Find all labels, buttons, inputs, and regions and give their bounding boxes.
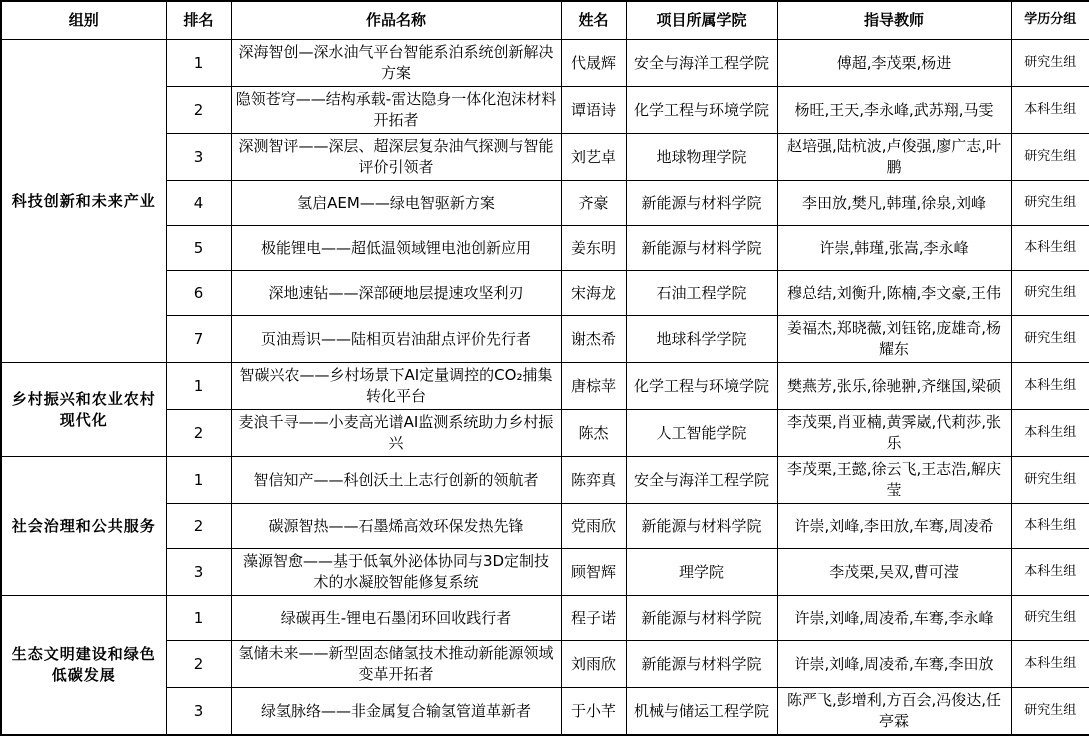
header-cell-college: 项目所属学院 [626,1,777,40]
rank-cell: 7 [166,316,231,363]
table-row [1,40,1089,87]
college-cell: 安全与海洋工程学院 [626,40,777,87]
college-cell: 新能源与材料学院 [626,596,777,641]
advisors-cell: 姜福杰,郑晓薇,刘钰铭,庞雄奇,杨耀东 [777,316,1011,363]
group-cell: 社会治理和公共服务 [1,457,166,596]
division-cell: 本科生组 [1011,641,1089,688]
division-cell: 本科生组 [1011,87,1089,134]
college-cell: 地球科学学院 [626,316,777,363]
table-row [1,596,1089,641]
table-row [1,363,1089,410]
table-row [1,457,1089,504]
work-cell: 麦浪千寻——小麦高光谱AI监测系统助力乡村振兴 [231,410,561,457]
college-cell: 理学院 [626,549,777,596]
division-cell: 本科生组 [1011,549,1089,596]
student-cell: 齐豪 [561,181,626,226]
work-cell: 极能锂电——超低温领域锂电池创新应用 [231,226,561,271]
header-row [1,1,1089,40]
header-cell-student: 姓名 [561,1,626,40]
division-cell: 研究生组 [1011,457,1089,504]
division-cell: 研究生组 [1011,40,1089,87]
college-cell: 新能源与材料学院 [626,504,777,549]
rank-cell: 2 [166,87,231,134]
advisors-cell: 李茂栗,王懿,徐云飞,王志浩,解庆莹 [777,457,1011,504]
advisors-cell: 穆总结,刘衡升,陈楠,李文豪,王伟 [777,271,1011,316]
rank-cell: 3 [166,688,231,736]
advisors-cell: 许崇,刘峰,李田放,车骞,周凌希 [777,504,1011,549]
header-cell-division: 学历分组 [1011,1,1089,40]
rank-cell: 1 [166,363,231,410]
advisors-cell: 许崇,刘峰,周凌希,车骞,李永峰 [777,596,1011,641]
division-cell: 本科生组 [1011,504,1089,549]
results-table-body [1,40,1089,736]
student-cell: 于小芊 [561,688,626,736]
header-cell-group: 组别 [1,1,166,40]
college-cell: 新能源与材料学院 [626,226,777,271]
rank-cell: 6 [166,271,231,316]
college-cell: 安全与海洋工程学院 [626,457,777,504]
division-cell: 研究生组 [1011,271,1089,316]
college-cell: 新能源与材料学院 [626,641,777,688]
student-cell: 党雨欣 [561,504,626,549]
header-cell-rank: 排名 [166,1,231,40]
college-cell: 石油工程学院 [626,271,777,316]
rank-cell: 5 [166,226,231,271]
advisors-cell: 李茂栗,吴双,曹可滢 [777,549,1011,596]
division-cell: 研究生组 [1011,316,1089,363]
college-cell: 化学工程与环境学院 [626,87,777,134]
student-cell: 顾智辉 [561,549,626,596]
work-cell: 智碳兴农——乡村场景下AI定量调控的CO₂捕集转化平台 [231,363,561,410]
student-cell: 刘艺卓 [561,134,626,181]
header-cell-work: 作品名称 [231,1,561,40]
work-cell: 页油焉识——陆相页岩油甜点评价先行者 [231,316,561,363]
work-cell: 深测智评——深层、超深层复杂油气探测与智能评价引领者 [231,134,561,181]
work-cell: 隐领苍穹——结构承载-雷达隐身一体化泡沫材料开拓者 [231,87,561,134]
group-cell: 科技创新和未来产业 [1,40,166,363]
student-cell: 谢杰希 [561,316,626,363]
advisors-cell: 李田放,樊凡,韩瑾,徐泉,刘峰 [777,181,1011,226]
advisors-cell: 杨旺,王天,李永峰,武苏翔,马雯 [777,87,1011,134]
student-cell: 姜东明 [561,226,626,271]
rank-cell: 2 [166,410,231,457]
header-cell-advisors: 指导教师 [777,1,1011,40]
rank-cell: 4 [166,181,231,226]
college-cell: 人工智能学院 [626,410,777,457]
student-cell: 唐棕苹 [561,363,626,410]
group-cell: 生态文明建设和绿色低碳发展 [1,596,166,736]
student-cell: 陈弈真 [561,457,626,504]
rank-cell: 2 [166,504,231,549]
student-cell: 谭语诗 [561,87,626,134]
work-cell: 深海智创—深水油气平台智能系泊系统创新解决方案 [231,40,561,87]
division-cell: 研究生组 [1011,596,1089,641]
advisors-cell: 许崇,刘峰,周凌希,车骞,李田放 [777,641,1011,688]
advisors-cell: 陈严飞,彭增利,方百会,冯俊达,任亭霖 [777,688,1011,736]
rank-cell: 3 [166,134,231,181]
division-cell: 本科生组 [1011,226,1089,271]
work-cell: 碳源智热——石墨烯高效环保发热先锋 [231,504,561,549]
college-cell: 机械与储运工程学院 [626,688,777,736]
rank-cell: 1 [166,596,231,641]
division-cell: 研究生组 [1011,688,1089,736]
college-cell: 地球物理学院 [626,134,777,181]
work-cell: 藻源智愈——基于低氧外泌体协同与3D定制技术的水凝胶智能修复系统 [231,549,561,596]
student-cell: 代晟辉 [561,40,626,87]
work-cell: 智信知产——科创沃土上志行创新的领航者 [231,457,561,504]
group-cell: 乡村振兴和农业农村现代化 [1,363,166,457]
advisors-cell: 许崇,韩瑾,张嵩,李永峰 [777,226,1011,271]
student-cell: 陈杰 [561,410,626,457]
work-cell: 氢储未来——新型固态储氢技术推动新能源领域变革开拓者 [231,641,561,688]
college-cell: 新能源与材料学院 [626,181,777,226]
work-cell: 绿碳再生-锂电石墨闭环回收践行者 [231,596,561,641]
division-cell: 研究生组 [1011,134,1089,181]
work-cell: 氢启AEM——绿电智驱新方案 [231,181,561,226]
work-cell: 深地速钻——深部硬地层提速攻坚利刃 [231,271,561,316]
advisors-cell: 樊燕芳,张乐,徐驰翀,齐继国,梁硕 [777,363,1011,410]
student-cell: 刘雨欣 [561,641,626,688]
division-cell: 研究生组 [1011,181,1089,226]
advisors-cell: 李茂栗,肖亚楠,黄霁崴,代莉莎,张乐 [777,410,1011,457]
advisors-cell: 傅超,李茂栗,杨进 [777,40,1011,87]
advisors-cell: 赵培强,陆杭波,卢俊强,廖广志,叶鹏 [777,134,1011,181]
student-cell: 宋海龙 [561,271,626,316]
work-cell: 绿氢脉络——非金属复合输氢管道革新者 [231,688,561,736]
rank-cell: 1 [166,457,231,504]
division-cell: 本科生组 [1011,363,1089,410]
rank-cell: 3 [166,549,231,596]
student-cell: 程子诺 [561,596,626,641]
division-cell: 本科生组 [1011,410,1089,457]
college-cell: 化学工程与环境学院 [626,363,777,410]
rank-cell: 1 [166,40,231,87]
rank-cell: 2 [166,641,231,688]
